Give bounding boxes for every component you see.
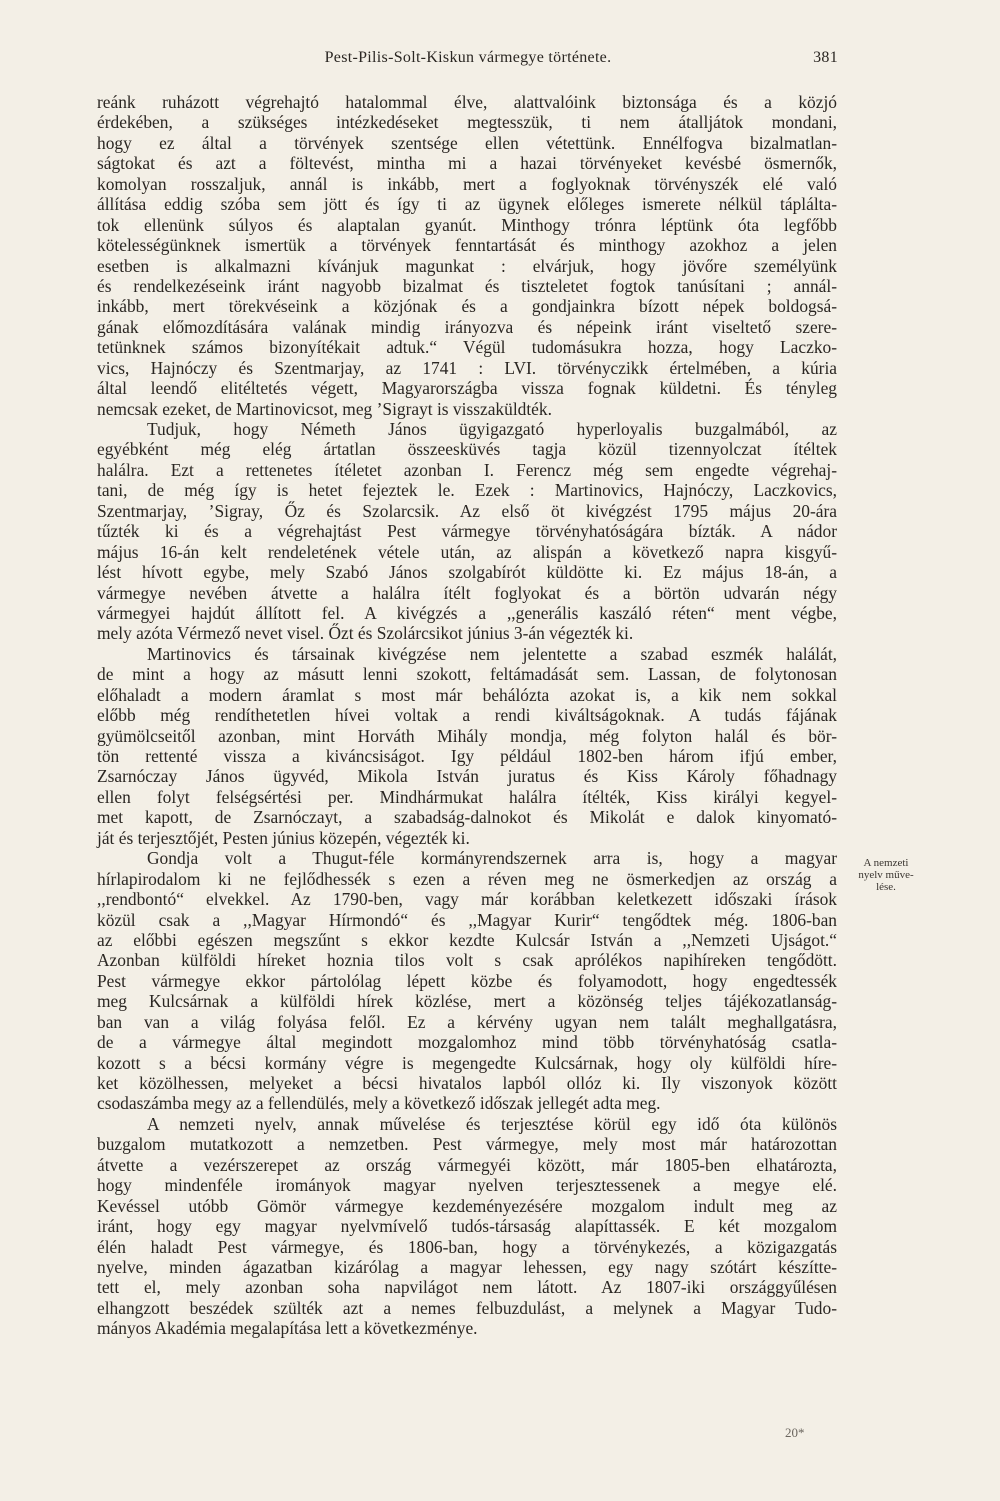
text-line: hogy ez által a törvények szentsége ellen vétettünk. Ennélfogva bizalmatlan- <box>97 132 837 153</box>
text-line: lést hívott egybe, mely Szabó János szolgabírót küldötte ki. Ez május 18-án, a <box>97 562 837 583</box>
text-line: előhaladt a modern áramlat s most már behálózta azokat is, a kik nem sokkal <box>97 684 837 705</box>
text-line: ,,rendbontó“ elvekkel. Az 1790-ben, vagy már korábban keletkezett időszaki írások <box>97 889 837 910</box>
text-line: ságtokat és azt a föltevést, mintha mi a hazai törvényeket kevésbé ösmernők, <box>97 153 837 174</box>
text-line: halálra. Ezt a rettenetes ítéletet azonban I. Ferencz még sem engedte végrehaj- <box>97 459 837 480</box>
text-line: egyébként még elég ártatlan összeesküvés tagja közül tizennyolczat ítéltek <box>97 439 837 460</box>
text-line: május 16-án kelt rendeletének vétele után, az alispán a következő napra kisgyű- <box>97 541 837 562</box>
text-line: buzgalom mutatkozott a nemzetben. Pest vármegye, mely most már határozottan <box>97 1134 837 1155</box>
text-line: vics, Hajnóczy és Szentmarjay, az 1741 : LVI. törvényczikk értelmében, a kúria <box>97 357 837 378</box>
text-line: mányos Akadémia megalapítása lett a következménye. <box>97 1318 478 1339</box>
text-line: met kapott, de Zsarnóczayt, a szabadság-dalnokot és Mikolát e dalok kinyomató- <box>97 807 837 828</box>
text-line: Zsarnóczay János ügyvéd, Mikola István juratus és Kiss Károly főhadnagy <box>97 766 837 787</box>
text-line: tett el, mely azonban soha napvilágot nem látott. Az 1807-iki országgyűlésen <box>97 1277 837 1298</box>
text-line: komolyan rosszaljuk, annál is inkább, mert a foglyoknak törvényszék elé való <box>97 173 837 194</box>
margin-note-line: lése. <box>876 881 896 893</box>
text-line: Martinovics és társainak kivégzése nem jelentette a szabad eszmék halálát, <box>147 643 837 664</box>
text-line: A nemzeti nyelv, annak művelése és terjesztése körül egy idő óta különös <box>147 1113 837 1134</box>
text-line: tok ellenünk súlyos és alaptalan gyanút. Minthogy trónra léptünk óta legfőbb <box>97 214 837 235</box>
text-line: elhangzott beszédek szülték azt a nemes felbuzdulást, a melynek a Magyar Tudo- <box>97 1297 837 1318</box>
margin-note-line: nyelv műve- <box>858 869 914 881</box>
text-line: hogy mindenféle irományok magyar nyelven terjesztessenek a megye elé. <box>97 1175 837 1196</box>
text-line: gyümölcseitől azonban, mint Horváth Mihály mondja, még folyton halál és bör- <box>97 725 837 746</box>
page-number: 381 <box>813 49 838 66</box>
text-line: közül csak a ,,Magyar Hírmondó“ és ,,Magyar Kurir“ tengődtek még. 1806-ban <box>97 909 837 930</box>
text-line: tetünknek számos bizonyítékait adtuk.“ Végül tudomásukra hozza, hogy Laczko- <box>97 337 837 358</box>
text-line: Azonban külföldi híreket hoznia tilos volt s csak aprólékos napihíreken tengődött. <box>97 950 837 971</box>
margin-note-line: A nemzeti <box>863 857 909 869</box>
text-line: tűzték ki és a végrehajtást Pest vármegye törvényhatóságára bízták. A nádor <box>97 521 837 542</box>
text-line: az előbbi egészen megszűnt s ekkor kezdte Kulcsár István a ,,Nemzeti Ujságot.“ <box>97 929 837 950</box>
text-line: előbb még rendíthetetlen hívei voltak a rendi kiváltságoknak. A tudás fájának <box>97 705 837 726</box>
page-header <box>98 49 838 75</box>
margin-note <box>846 857 926 893</box>
text-line: vármegye nevében átvette a halálra ítélt foglyokat és a börtön udvarán négy <box>97 582 837 603</box>
text-line: Szentmarjay, ’Sigray, Őz és Szolarcsik. Az első öt kivégzést 1795 május 20-ára <box>97 500 837 521</box>
text-line: iránt, hogy egy magyar nyelvmívelő tudós-társaság alapíttassék. E két mozgalom <box>97 1216 837 1237</box>
text-line: Gondja volt a Thugut-féle kormányrendszernek arra is, hogy a magyar <box>147 848 837 869</box>
text-line: hírlapirodalom ki ne fejlődhessék s ezen a réven meg ne ösmerkedjen az ország a <box>97 868 837 889</box>
text-line: átvette a vezérszerepet az ország vármegyéi között, már 1805-ben elhatározta, <box>97 1154 837 1175</box>
text-line: érdekében, a szükséges intézkedéseket megtesszük, ti nem átalljátok mondani, <box>97 112 837 133</box>
text-line: ban van a világ folyása felől. Ez a kérvény ugyan nem talált meghallgatásra, <box>97 1011 837 1032</box>
text-line: esetben is alkalmazni kívánjuk magunkat : elvárjuk, hogy jövőre személyünk <box>97 255 837 276</box>
text-line: de a vármegye által megindott mozgalomhoz mind több törvényhatóság csatla- <box>97 1032 837 1053</box>
text-line: kozott s a bécsi kormány végre is megengedte Kulcsárnak, hogy oly külföldi híre- <box>97 1052 837 1073</box>
text-line: és rendelkezéseink iránt nagyobb bizalmat és tiszteletet fogtok tanúsítani ; annál- <box>97 275 837 296</box>
text-line: reánk ruházott végrehajtó hatalommal élve, alattvalóink biztonsága és a közjó <box>97 92 837 112</box>
text-line: csodaszámba megy az a fellendülés, mely a következő időszak jellegét adta meg. <box>97 1093 661 1114</box>
text-line: által leendő elitéltetés végett, Magyarországba vissza fognak küldetni. És tényleg <box>97 378 837 399</box>
signature-mark: 20* <box>785 1425 805 1440</box>
text-line: tön rettenté vissza a kiváncsiságot. Igy például 1802-ben három ifjú ember, <box>97 746 837 766</box>
body-text <box>97 92 837 1339</box>
text-line: ket közölhessen, melyeket a bécsi hivatalos lapból ollóz ki. Ily viszonyok között <box>97 1073 837 1093</box>
text-line: állítása eddig szóba sem jött és így ti az ügynek előleges ismerete nélkül tápláltа- <box>97 194 837 215</box>
text-line: nyelve, minden ágazatban kizárólag a magyar lehessen, egy nagy szótárt készítte- <box>97 1256 837 1277</box>
text-line: Pest vármegye ekkor pártolólag lépett közbe és folyamodott, hogy engedtessék <box>97 970 837 991</box>
running-title: Pest-Pilis-Solt-Kiskun vármegye története. <box>324 49 612 66</box>
text-line: meg Kulcsárnak a külföldi hírek közlése, mert a közönség teljes tájékozatlanság- <box>97 991 837 1012</box>
text-line: Tudjuk, hogy Németh János ügyigazgató hyperloyalis buzgalmából, az <box>147 419 837 439</box>
text-line: mely azóta Vérmező nevet visel. Őzt és Szolárcsikot június 3-án végezték ki. <box>97 623 634 644</box>
text-line: tani, de még így is hetet fejeztek le. Ezek : Martinovics, Hajnóczy, Laczkovics, <box>97 480 837 501</box>
text-line: ellen folyt felségsértési per. Mindhármukat halálra ítélték, Kiss királyi kegyel- <box>97 786 837 807</box>
text-line: gának előmozdítására valának mindig irányozva és népeink iránt viseltető szere- <box>97 316 837 337</box>
text-line: kötelességünknek ismertük a törvények fenntartását és minthogy azokhoz a jelen <box>97 235 837 256</box>
text-line: vármegyei hajdút állított fel. A kivégzés a ,,generális kaszáló réten“ ment végbe, <box>97 602 837 623</box>
text-line: nemcsak ezeket, de Martinovicsot, meg ’Sigrayt is visszaküldték. <box>97 398 552 419</box>
text-line: de mint a hogy az másutt lenni szokott, feltámadását sem. Lassan, de folytonosan <box>97 664 837 685</box>
text-line: inkább, mert törekvéseink a közjónak és a gondjainkra bízott népek boldogsá- <box>97 296 837 317</box>
text-line: Kevéssel utóbb Gömör vármegye kezdeményezésére mozgalom indult meg az <box>97 1195 837 1216</box>
text-line: ját és terjesztőjét, Pesten június közepén, végezték ki. <box>97 827 470 848</box>
text-line: élén haladt Pest vármegye, és 1806-ban, hogy a törvénykezés, a közigazgatás <box>97 1236 837 1257</box>
